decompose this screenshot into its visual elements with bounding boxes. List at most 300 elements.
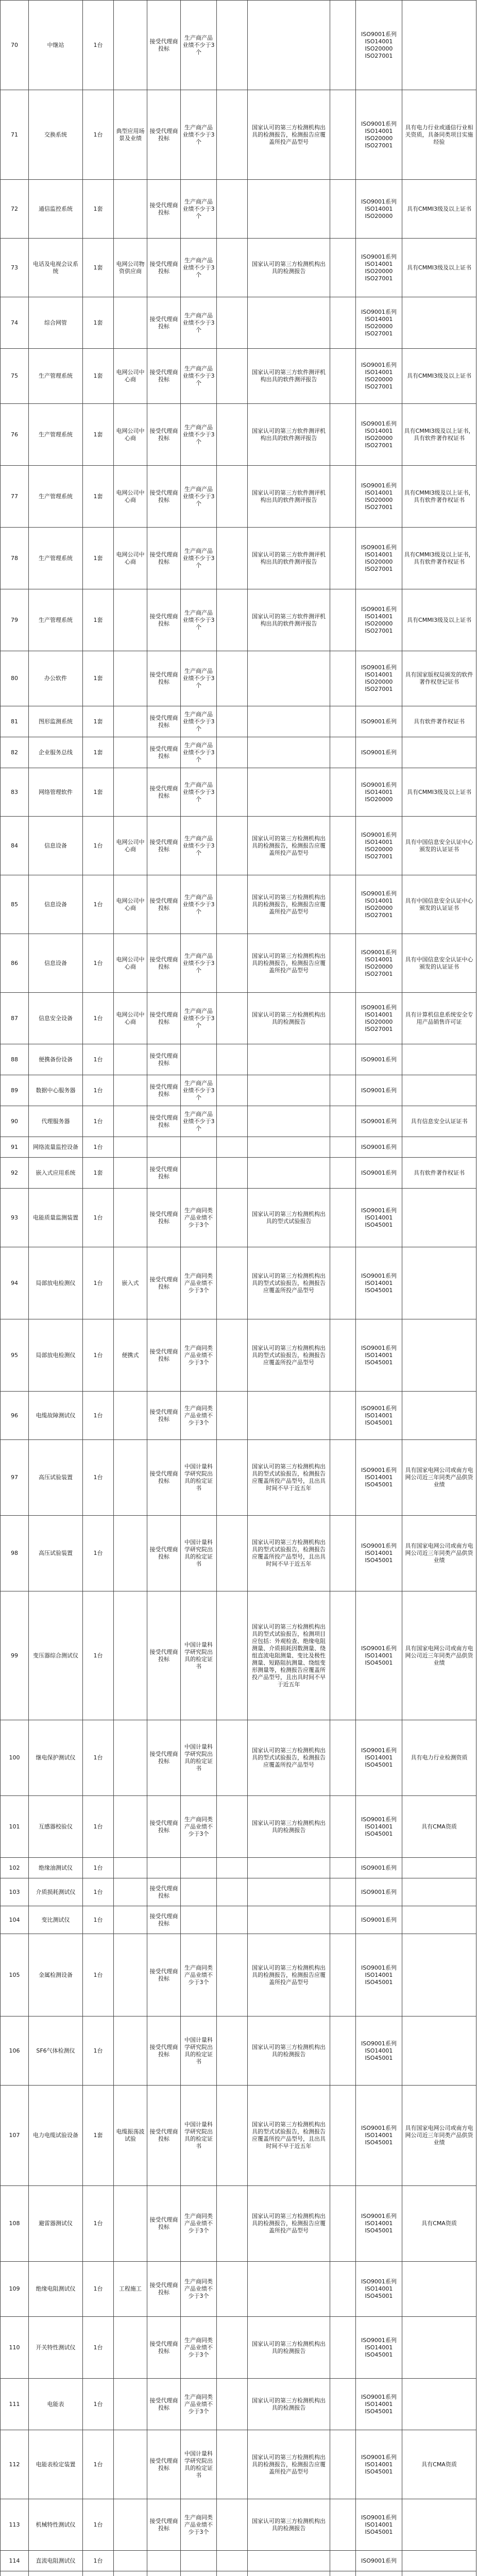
cell-name: 便携备份设备 — [29, 1044, 83, 1075]
cell-scope — [114, 1796, 147, 1858]
cell-test-report — [248, 1858, 330, 1878]
cell-no: 95 — [1, 1319, 29, 1392]
cell-test-report — [248, 651, 330, 706]
cell-bidding — [147, 2571, 181, 2576]
cell-qty: 1套 — [83, 349, 114, 404]
cell-no: 103 — [1, 1878, 29, 1906]
cell-name: 信息设备 — [29, 934, 83, 993]
cell-name: 综合网管 — [29, 297, 83, 349]
cell-no: 86 — [1, 934, 29, 993]
cell-blank — [330, 1906, 356, 1934]
cell-certification: ISO9001系列 — [356, 1137, 402, 1158]
cell-test-report: 国家认可的第三方检测机构出具的检测报告 — [248, 2499, 330, 2551]
cell-qty: 1台 — [83, 993, 114, 1044]
cell-note — [217, 2317, 248, 2379]
cell-performance — [181, 1044, 217, 1075]
cell-no: 90 — [1, 1106, 29, 1137]
cell-scope: 电缆振荡波试验 — [114, 2086, 147, 2186]
cell-test-report: 国家认可的第三方检测机构出具的检测报告，检测报告应覆盖所投产品型号 — [248, 2186, 330, 2262]
cell-test-report: 国家认可的第三方检测机构出具的检测报告 — [248, 2379, 330, 2430]
cell-no: 80 — [1, 651, 29, 706]
cell-qty: 1套 — [83, 589, 114, 651]
cell-scope — [114, 2379, 147, 2430]
cell-note — [217, 2499, 248, 2551]
cell-certification: ISO9001系列 — [356, 1858, 402, 1878]
table-row — [1, 1934, 476, 2016]
table-row — [1, 1440, 476, 1516]
cell-test-report: 国家认可的第三方检测机构出具的检测报告 — [248, 2016, 330, 2086]
cell-test-report: 国家认可的第三方检测机构出具的型式试验报告，检测报告应覆盖所投产品型号 — [248, 1720, 330, 1796]
cell-qty: 1台 — [83, 1516, 114, 1591]
cell-qty: 1套 — [83, 651, 114, 706]
cell-note — [217, 1858, 248, 1878]
cell-remarks: 具有电力行业或通信行业相关资质，具备同类项目实施经验 — [402, 90, 476, 180]
cell-no: 83 — [1, 768, 29, 817]
cell-qty: 1台 — [83, 1392, 114, 1440]
cell-name: 局部放电检测仪 — [29, 1319, 83, 1392]
cell-bidding: 接受代理商投标 — [147, 90, 181, 180]
cell-no: 106 — [1, 2016, 29, 2086]
cell-test-report: 国家认可的第三方软件测评机构出具的软件测评报告 — [248, 589, 330, 651]
cell-blank — [330, 528, 356, 589]
cell-qty: 1台 — [83, 1440, 114, 1516]
cell-no: 78 — [1, 528, 29, 589]
cell-performance: 生产商产品业绩不少于3个 — [181, 404, 217, 466]
cell-name: 变压器综合测试仪 — [29, 1591, 83, 1720]
cell-certification: ISO9001系列 ISO14001 ISO45001 — [356, 2086, 402, 2186]
cell-no: 71 — [1, 90, 29, 180]
cell-qty: 1台 — [83, 2016, 114, 2086]
cell-blank — [330, 1516, 356, 1591]
cell-bidding: 接受代理商投标 — [147, 528, 181, 589]
cell-remarks — [402, 297, 476, 349]
cell-blank — [330, 875, 356, 934]
cell-blank — [330, 239, 356, 297]
cell-note — [217, 2086, 248, 2186]
cell-no: 89 — [1, 1075, 29, 1106]
cell-certification: ISO9001系列 ISO14001 ISO20000 ISO27001 — [356, 589, 402, 651]
cell-blank — [330, 1392, 356, 1440]
cell-performance: 生产商同类产品业绩不少于3个 — [181, 1189, 217, 1247]
cell-qty: 1台 — [83, 1591, 114, 1720]
cell-note — [217, 706, 248, 737]
cell-scope: 便携式 — [114, 1319, 147, 1392]
cell-qty: 1台 — [83, 2551, 114, 2571]
cell-name: 电话及电视会议系统 — [29, 239, 83, 297]
cell-name: 交换系统 — [29, 90, 83, 180]
cell-name: 生产管理系统 — [29, 349, 83, 404]
cell-qty: 1台 — [83, 1106, 114, 1137]
cell-test-report — [248, 1878, 330, 1906]
table-row — [1, 1106, 476, 1137]
cell-certification: ISO9001系列 ISO14001 ISO45001 — [356, 2186, 402, 2262]
cell-blank — [330, 180, 356, 239]
cell-bidding: 接受代理商投标 — [147, 1516, 181, 1591]
cell-bidding: 接受代理商投标 — [147, 1934, 181, 2016]
cell-test-report — [248, 1158, 330, 1189]
cell-test-report: 国家认可的第三方检测机构出具的型式试验报告，检测报告应覆盖所投产品型号 — [248, 1247, 330, 1319]
cell-qty: 1台 — [83, 875, 114, 934]
table-row — [1, 651, 476, 706]
table-row — [1, 1, 476, 90]
cell-scope — [114, 2551, 147, 2571]
cell-blank — [330, 349, 356, 404]
cell-remarks: 具有CMMI3级及以上证书 — [402, 589, 476, 651]
cell-no: 111 — [1, 2379, 29, 2430]
cell-certification: ISO9001系列 ISO14001 ISO20000 — [356, 768, 402, 817]
cell-remarks — [402, 2317, 476, 2379]
cell-bidding: 接受代理商投标 — [147, 2499, 181, 2551]
table-row — [1, 1319, 476, 1392]
cell-certification: ISO9001系列 ISO14001 ISO20000 ISO27001 — [356, 993, 402, 1044]
cell-certification: ISO9001系列 ISO14001 ISO20000 ISO27001 — [356, 239, 402, 297]
cell-performance: 生产商产品业绩不少于3个 — [181, 349, 217, 404]
cell-bidding: 接受代理商投标 — [147, 2317, 181, 2379]
cell-remarks — [402, 2379, 476, 2430]
cell-bidding: 接受代理商投标 — [147, 706, 181, 737]
cell-bidding: 接受代理商投标 — [147, 1, 181, 90]
cell-test-report: 国家认可的第三方检测机构出具的型式试验报告，检测报告应覆盖所投产品型号，且出具时间不早于近五年 — [248, 1516, 330, 1591]
cell-blank — [330, 2430, 356, 2499]
cell-performance: 生产商同类产品业绩不少于3个 — [181, 1934, 217, 2016]
cell-remarks: 具有信息安全认证证书 — [402, 1106, 476, 1137]
cell-blank — [330, 2379, 356, 2430]
cell-test-report: 国家认可的第三方检测机构出具的型式试验报告，检测报告应覆盖所投产品型号 — [248, 1319, 330, 1392]
cell-no — [1, 2571, 29, 2576]
cell-name: 中继站 — [29, 1, 83, 90]
cell-test-report: 国家认可的第三方检测机构出具的检测报告，检测报告应覆盖所投产品型号 — [248, 934, 330, 993]
cell-bidding: 接受代理商投标 — [147, 2262, 181, 2317]
cell-performance: 生产商产品业绩不少于3个 — [181, 1075, 217, 1106]
cell-performance: 生产商产品业绩不少于3个 — [181, 297, 217, 349]
cell-blank — [330, 2551, 356, 2571]
table-row — [1, 1858, 476, 1878]
cell-qty: 1台 — [83, 1247, 114, 1319]
cell-qty: 1台 — [83, 2379, 114, 2430]
cell-no: 113 — [1, 2499, 29, 2551]
cell-note — [217, 1720, 248, 1796]
cell-bidding: 接受代理商投标 — [147, 2430, 181, 2499]
cell-remarks — [402, 1878, 476, 1906]
cell-remarks: 具有计算机信息系统安全专用产品销售许可证 — [402, 993, 476, 1044]
cell-certification: ISO9001系列 — [356, 737, 402, 768]
cell-scope — [114, 768, 147, 817]
cell-scope — [114, 1878, 147, 1906]
cell-name: 电能质量监测装置 — [29, 1189, 83, 1247]
cell-performance — [181, 1858, 217, 1878]
cell-scope: 嵌入式 — [114, 1247, 147, 1319]
table-row — [1, 2379, 476, 2430]
cell-test-report: 国家认可的第三方检测机构出具的检测报告，检测报告应覆盖所投产品型号 — [248, 875, 330, 934]
cell-no: 107 — [1, 2086, 29, 2186]
table-row — [1, 239, 476, 297]
cell-remarks — [402, 1247, 476, 1319]
cell-no: 72 — [1, 180, 29, 239]
cell-no: 70 — [1, 1, 29, 90]
cell-scope: 典型应用场景及业绩 — [114, 90, 147, 180]
cell-performance: 生产商产品业绩不少于3个 — [181, 589, 217, 651]
cell-qty: 1台 — [83, 1858, 114, 1878]
cell-scope: 电网公司中心商 — [114, 528, 147, 589]
table-row — [1, 404, 476, 466]
cell-name: 机械特性测试仪 — [29, 2499, 83, 2551]
table-row — [1, 466, 476, 528]
cell-name: 数据中心服务器 — [29, 1075, 83, 1106]
cell-remarks: 具有CMMI3级及以上证书 — [402, 180, 476, 239]
cell-blank — [330, 466, 356, 528]
cell-qty: 1台 — [83, 1796, 114, 1858]
cell-blank — [330, 1, 356, 90]
cell-no: 81 — [1, 706, 29, 737]
cell-bidding: 接受代理商投标 — [147, 875, 181, 934]
cell-remarks — [402, 2571, 476, 2576]
table-row — [1, 2551, 476, 2571]
cell-performance: 生产商同类产品业绩不少于3个 — [181, 2262, 217, 2317]
cell-qty: 1台 — [83, 1189, 114, 1247]
cell-scope — [114, 2317, 147, 2379]
cell-name: 嵌入式应用系统 — [29, 1158, 83, 1189]
cell-remarks — [402, 737, 476, 768]
cell-note — [217, 589, 248, 651]
cell-blank — [330, 1878, 356, 1906]
cell-certification: ISO9001系列 ISO14001 ISO45001 — [356, 1720, 402, 1796]
cell-blank — [330, 404, 356, 466]
cell-name: 网络流量监控设备 — [29, 1137, 83, 1158]
cell-certification: ISO9001系列 — [356, 1878, 402, 1906]
cell-test-report — [248, 1392, 330, 1440]
cell-remarks: 具有国家电网公司或南方电网公司近三年同类产品供货业绩 — [402, 1516, 476, 1591]
cell-scope — [114, 1, 147, 90]
cell-name: 网络管理软件 — [29, 768, 83, 817]
cell-test-report: 国家认可的第三方检测机构出具的型式试验报告，检测报告应覆盖所投产品型号，且出具时间不早于近五年 — [248, 1440, 330, 1516]
cell-performance: 中国计量科学研究院出具的检定证书 — [181, 2086, 217, 2186]
cell-note — [217, 993, 248, 1044]
cell-performance: 中国计量科学研究院出具的检定证书 — [181, 2430, 217, 2499]
cell-test-report: 国家认可的第三方检测机构出具的检测报告 — [248, 239, 330, 297]
cell-blank — [330, 1247, 356, 1319]
cell-qty: 1套 — [83, 180, 114, 239]
cell-note — [217, 2571, 248, 2576]
cell-certification: ISO9001系列 — [356, 706, 402, 737]
cell-no: 75 — [1, 349, 29, 404]
cell-remarks: 具有CMA资质 — [402, 1796, 476, 1858]
cell-scope — [114, 1158, 147, 1189]
cell-scope — [114, 1591, 147, 1720]
cell-qty: 1台 — [83, 90, 114, 180]
table-row — [1, 875, 476, 934]
table-row — [1, 2016, 476, 2086]
cell-test-report: 国家认可的第三方检测机构出具的型式试验报告，检测报告应覆盖所投产品型号，且出具时间不早于近五年 — [248, 2086, 330, 2186]
cell-note — [217, 651, 248, 706]
cell-blank — [330, 2186, 356, 2262]
cell-name: 避雷器测试仪 — [29, 2186, 83, 2262]
table-row — [1, 1906, 476, 1934]
cell-scope — [114, 1106, 147, 1137]
cell-bidding: 接受代理商投标 — [147, 1247, 181, 1319]
cell-note — [217, 1247, 248, 1319]
cell-performance — [181, 2571, 217, 2576]
cell-remarks: 具有CMMI3级及以上证书 — [402, 349, 476, 404]
cell-remarks: 具有CMMI3级及以上证书，具有软件著作权证书 — [402, 404, 476, 466]
cell-performance — [181, 1906, 217, 1934]
cell-blank — [330, 90, 356, 180]
cell-qty: 1台 — [83, 1720, 114, 1796]
cell-blank — [330, 2086, 356, 2186]
cell-bidding: 接受代理商投标 — [147, 1189, 181, 1247]
cell-blank — [330, 1720, 356, 1796]
cell-name: 继电保护测试仪 — [29, 1720, 83, 1796]
cell-scope: 电网公司中心商 — [114, 817, 147, 875]
cell-certification: ISO9001系列 — [356, 1044, 402, 1075]
cell-name: 绝缘油测试仪 — [29, 1858, 83, 1878]
table-row — [1, 2571, 476, 2576]
cell-certification: ISO9001系列 ISO14001 ISO45001 — [356, 2499, 402, 2551]
cell-test-report: 国家认可的第三方检测机构出具的检测报告 — [248, 2317, 330, 2379]
cell-qty: 1台 — [83, 817, 114, 875]
cell-no: 73 — [1, 239, 29, 297]
cell-certification — [356, 2571, 402, 2576]
cell-note — [217, 1319, 248, 1392]
cell-certification: ISO9001系列 ISO14001 ISO20000 ISO27001 — [356, 466, 402, 528]
table-row — [1, 1158, 476, 1189]
cell-scope — [114, 2571, 147, 2576]
cell-bidding: 接受代理商投标 — [147, 1878, 181, 1906]
cell-performance: 生产商同类产品业绩不少于3个 — [181, 1392, 217, 1440]
cell-performance: 生产商产品业绩不少于3个 — [181, 90, 217, 180]
cell-name — [29, 2571, 83, 2576]
table-row — [1, 349, 476, 404]
cell-certification: ISO9001系列 — [356, 1906, 402, 1934]
cell-name: 通信监控系统 — [29, 180, 83, 239]
cell-bidding — [147, 1137, 181, 1158]
cell-name: 企业服务总线 — [29, 737, 83, 768]
cell-bidding: 接受代理商投标 — [147, 1440, 181, 1516]
cell-blank — [330, 1934, 356, 2016]
cell-blank — [330, 934, 356, 993]
cell-qty: 1套 — [83, 297, 114, 349]
cell-qty: 1台 — [83, 2499, 114, 2551]
cell-certification: ISO9001系列 ISO14001 ISO20000 — [356, 180, 402, 239]
cell-certification: ISO9001系列 ISO14001 ISO45001 — [356, 1392, 402, 1440]
cell-bidding: 接受代理商投标 — [147, 2016, 181, 2086]
cell-note — [217, 1044, 248, 1075]
cell-name: 信息设备 — [29, 875, 83, 934]
cell-certification: ISO9001系列 ISO14001 ISO20000 ISO27001 — [356, 651, 402, 706]
cell-performance — [181, 1878, 217, 1906]
cell-remarks: 具有CMMI3级及以上证书，具有软件著作权证书 — [402, 528, 476, 589]
cell-no: 112 — [1, 2430, 29, 2499]
table-row — [1, 2499, 476, 2551]
cell-bidding — [147, 2551, 181, 2571]
cell-performance: 生产商同类产品业绩不少于3个 — [181, 1796, 217, 1858]
cell-name: 高压试验装置 — [29, 1440, 83, 1516]
cell-performance: 生产商产品业绩不少于3个 — [181, 239, 217, 297]
cell-blank — [330, 2016, 356, 2086]
cell-performance: 生产商产品业绩不少于3个 — [181, 466, 217, 528]
cell-test-report — [248, 1906, 330, 1934]
cell-performance — [181, 1137, 217, 1158]
cell-remarks: 具有国家电网公司或南方电网公司近三年同类产品供货业绩 — [402, 1591, 476, 1720]
cell-certification: ISO9001系列 ISO14001 ISO20000 ISO27001 — [356, 90, 402, 180]
cell-remarks: 具有软件著作权证书 — [402, 706, 476, 737]
cell-test-report — [248, 737, 330, 768]
cell-test-report — [248, 1, 330, 90]
cell-test-report: 国家认可的第三方检测机构出具的检测报告，检测报告应覆盖所投产品型号 — [248, 1934, 330, 2016]
cell-performance: 生产商产品业绩不少于3个 — [181, 706, 217, 737]
cell-certification: ISO9001系列 ISO14001 ISO45001 — [356, 1440, 402, 1516]
cell-no: 99 — [1, 1591, 29, 1720]
cell-bidding: 接受代理商投标 — [147, 239, 181, 297]
cell-no: 93 — [1, 1189, 29, 1247]
cell-remarks: 具有国家电网公司或南方电网公司近三年同类产品供货业绩 — [402, 2086, 476, 2186]
cell-test-report: 国家认可的第三方检测机构出具的型式试验报告 — [248, 1189, 330, 1247]
cell-certification: ISO9001系列 — [356, 1158, 402, 1189]
cell-scope — [114, 1720, 147, 1796]
table-row — [1, 528, 476, 589]
cell-note — [217, 2262, 248, 2317]
cell-bidding: 接受代理商投标 — [147, 1591, 181, 1720]
cell-performance — [181, 2551, 217, 2571]
cell-bidding: 接受代理商投标 — [147, 1796, 181, 1858]
cell-remarks: 具有CMMI3级及以上证书，具有软件著作权证书 — [402, 466, 476, 528]
cell-name: 信息安全设备 — [29, 993, 83, 1044]
cell-blank — [330, 2571, 356, 2576]
cell-test-report: 国家认可的第三方检测机构出具的型式试验报告，检测项目应包括：外观检查、绝缘电阻测量、介质损耗因数测量、绕组直流电阻测量、变比及极性测量、短路阻抗测量、绕组变形测量等，检测报告应覆盖所投产品型号，且出具时间不早于近五年 — [248, 1591, 330, 1720]
cell-bidding: 接受代理商投标 — [147, 993, 181, 1044]
cell-scope: 电网公司中心商 — [114, 993, 147, 1044]
cell-certification: ISO9001系列 — [356, 1075, 402, 1106]
cell-performance: 中国计量科学研究院出具的检定证书 — [181, 1516, 217, 1591]
cell-scope — [114, 297, 147, 349]
cell-note — [217, 1, 248, 90]
cell-bidding: 接受代理商投标 — [147, 817, 181, 875]
cell-name: 局部放电检测仪 — [29, 1247, 83, 1319]
cell-certification: ISO9001系列 ISO14001 ISO45001 — [356, 1319, 402, 1392]
cell-no: 85 — [1, 875, 29, 934]
cell-test-report: 国家认可的第三方检测机构出具的检测报告，检测报告应覆盖所投产品型号 — [248, 90, 330, 180]
cell-name: 互感器校验仪 — [29, 1796, 83, 1858]
cell-no: 84 — [1, 817, 29, 875]
table-row — [1, 297, 476, 349]
cell-bidding: 接受代理商投标 — [147, 934, 181, 993]
cell-certification: ISO9001系列 ISO14001 ISO45001 — [356, 1247, 402, 1319]
cell-scope: 电网公司中心商 — [114, 349, 147, 404]
cell-scope — [114, 1392, 147, 1440]
cell-no: 98 — [1, 1516, 29, 1591]
cell-note — [217, 2379, 248, 2430]
cell-bidding: 接受代理商投标 — [147, 1158, 181, 1189]
cell-note — [217, 1158, 248, 1189]
cell-certification: ISO9001系列 ISO14001 ISO45001 — [356, 1796, 402, 1858]
cell-blank — [330, 1075, 356, 1106]
cell-scope: 电网公司中心商 — [114, 404, 147, 466]
cell-no: 110 — [1, 2317, 29, 2379]
cell-remarks — [402, 1906, 476, 1934]
cell-scope: 工程施工 — [114, 2262, 147, 2317]
cell-blank — [330, 1106, 356, 1137]
cell-scope — [114, 651, 147, 706]
cell-note — [217, 528, 248, 589]
cell-no: 76 — [1, 404, 29, 466]
cell-certification: ISO9001系列 ISO14001 ISO45001 — [356, 1934, 402, 2016]
table-row — [1, 1878, 476, 1906]
cell-name: 绝缘电阻测试仪 — [29, 2262, 83, 2317]
cell-performance: 生产商同类产品业绩不少于3个 — [181, 1247, 217, 1319]
cell-scope — [114, 706, 147, 737]
cell-scope — [114, 2016, 147, 2086]
cell-name: 直流电阻测试仪 — [29, 2551, 83, 2571]
table-row — [1, 2262, 476, 2317]
